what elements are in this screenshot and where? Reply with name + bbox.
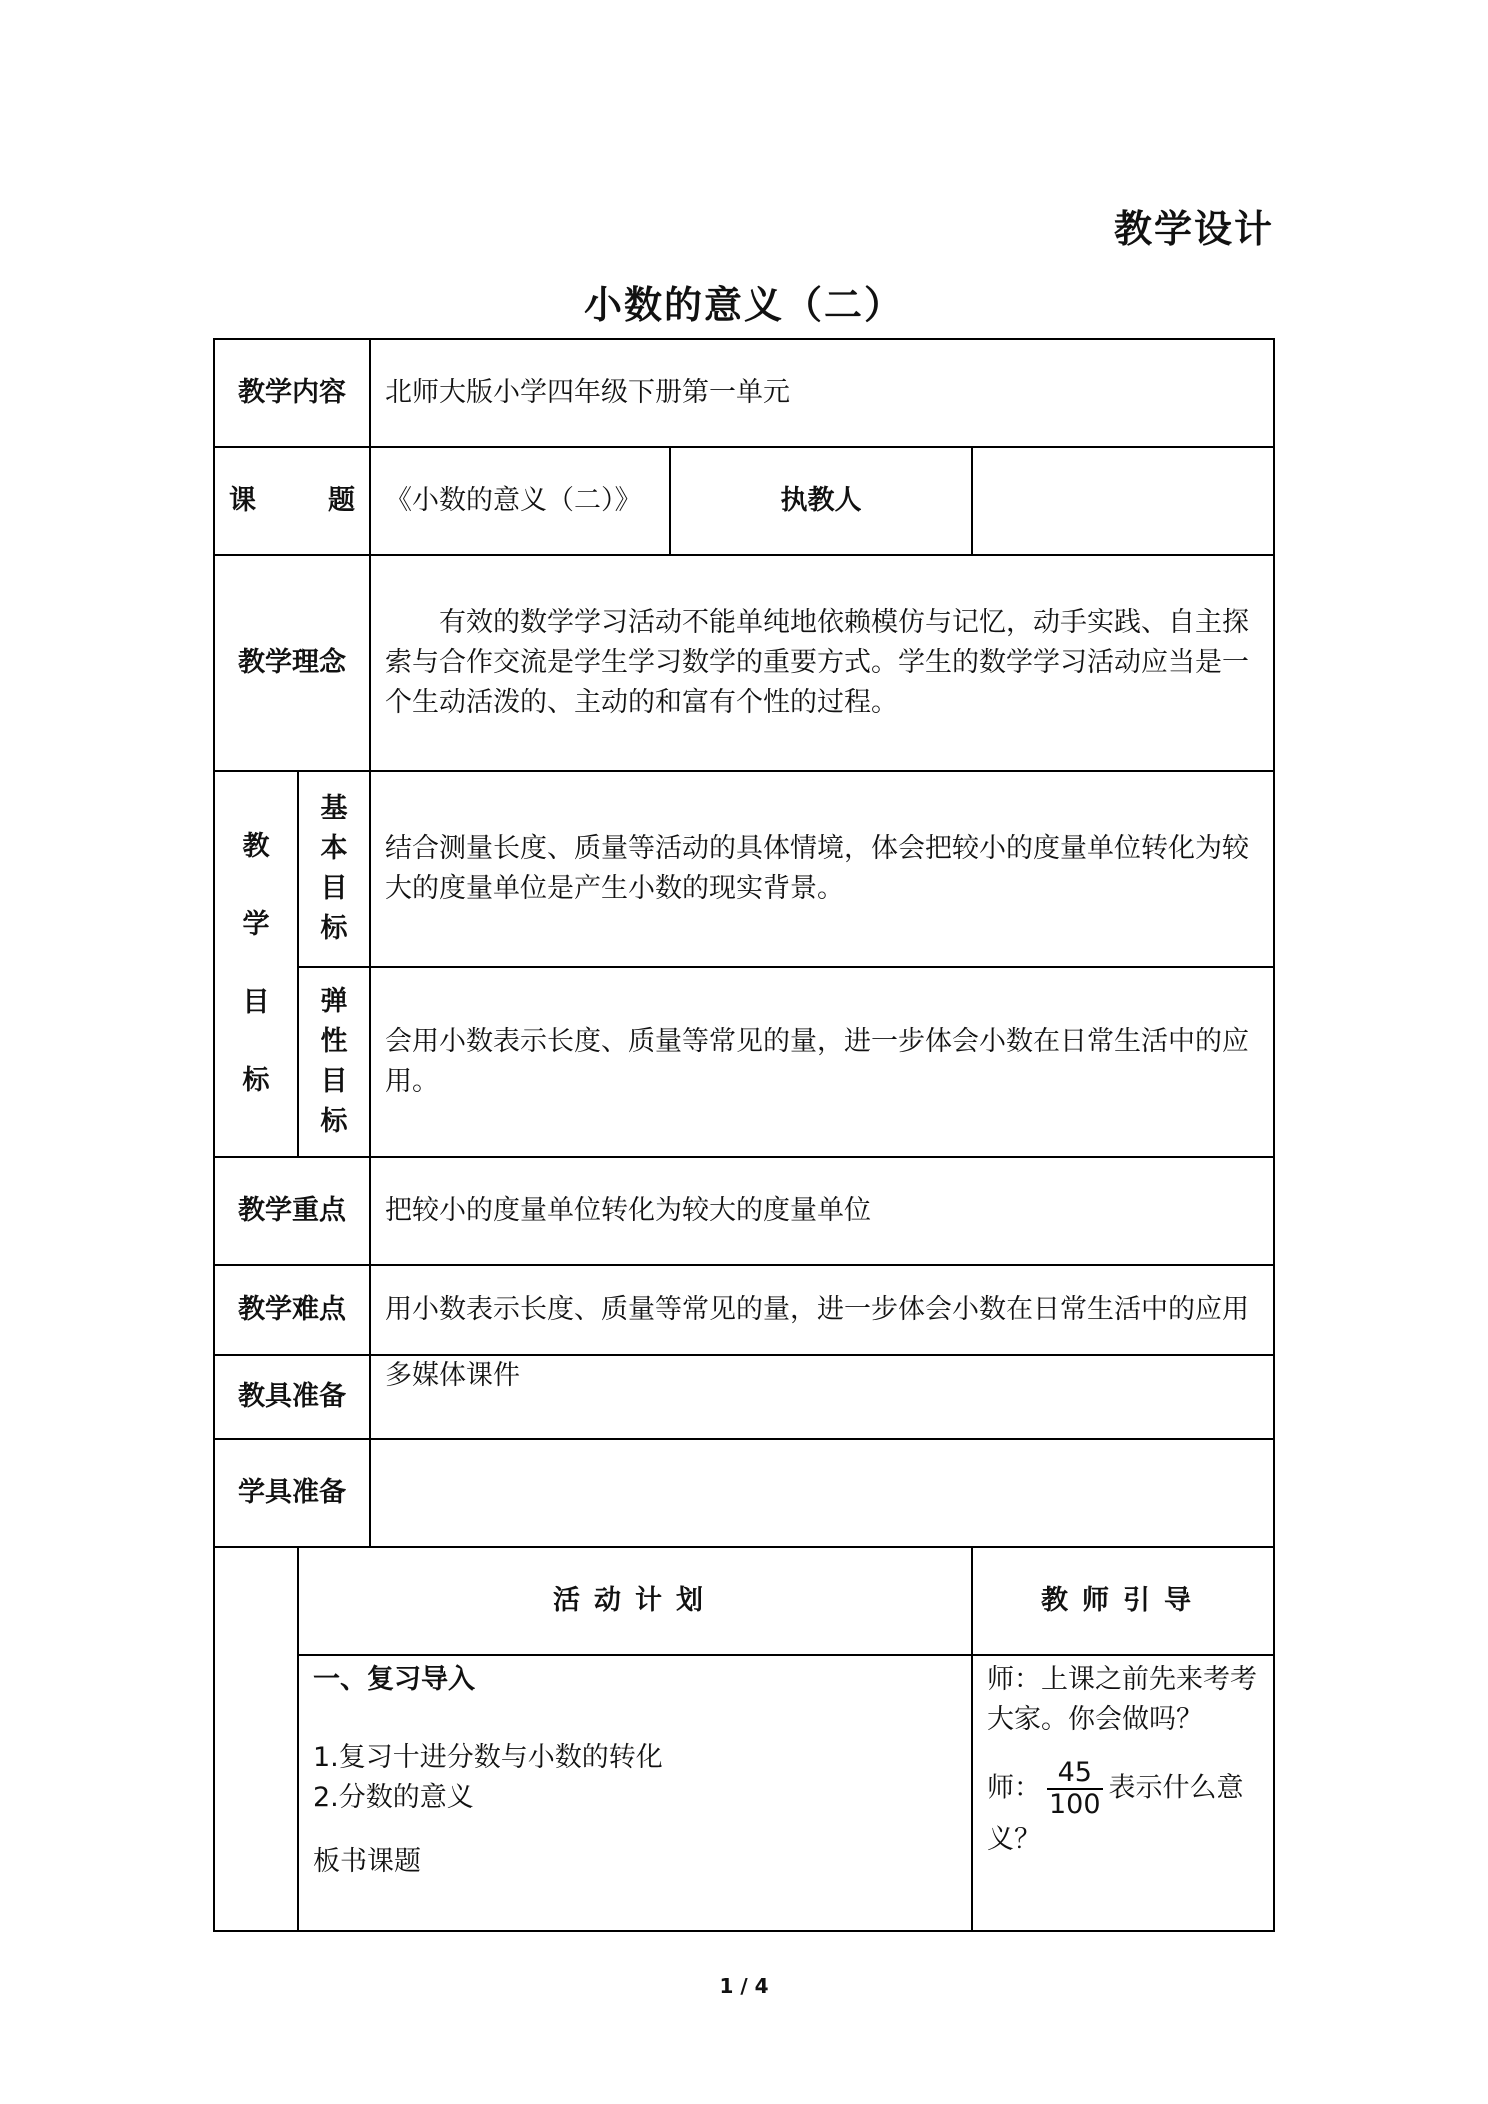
basic-goal-value: 结合测量长度、质量等活动的具体情境，体会把较小的度量单位转化为较大的度量单位是产生小数的现实背景。 bbox=[370, 771, 1274, 967]
teaching-aids-value: 多媒体课件 bbox=[370, 1355, 1274, 1439]
key-point-value: 把较小的度量单位转化为较大的度量单位 bbox=[370, 1157, 1274, 1265]
row-key-point bbox=[214, 1157, 1274, 1265]
review-item-1: 1.复习十进分数与小数的转化 bbox=[313, 1742, 663, 1773]
row-teaching-aids bbox=[214, 1355, 1274, 1439]
guide-line-1: 师：上课之前先来考考大家。你会做吗？ bbox=[987, 1664, 1257, 1735]
philosophy-value: 有效的数学学习活动不能单纯地依赖模仿与记忆，动手实践、自主探索与合作交流是学生学习数学的重要方式。学生的数学学习活动应当是一个生动活泼的、主动的和富有个性的过程。 bbox=[370, 555, 1274, 771]
topic-label-right: 题 bbox=[328, 485, 355, 516]
row-flex-goal bbox=[214, 967, 1274, 1157]
flex-goal-value: 会用小数表示长度、质量等常见的量，进一步体会小数在日常生活中的应用。 bbox=[370, 967, 1274, 1157]
topic-value: 《小数的意义（二）》 bbox=[370, 447, 670, 555]
teacher-guide-cell bbox=[972, 1655, 1274, 1931]
row-topic bbox=[214, 447, 1274, 555]
row-basic-goal bbox=[214, 771, 1274, 967]
teacher-guide-header: 教师引导 bbox=[972, 1547, 1274, 1655]
teacher-value bbox=[972, 447, 1274, 555]
fraction-numerator: 45 bbox=[1047, 1758, 1103, 1790]
document-type-label: 教学设计 bbox=[1113, 207, 1274, 251]
row-plan-content bbox=[214, 1655, 1274, 1931]
document-title: 小数的意义（二） bbox=[583, 283, 904, 327]
activity-plan-cell bbox=[298, 1655, 972, 1931]
content-label: 教学内容 bbox=[214, 339, 370, 447]
guide-suffix: 表示什么意义？ bbox=[987, 1772, 1244, 1855]
row-plan-header bbox=[214, 1547, 1274, 1655]
basic-goal-label: 基 本 目 标 bbox=[298, 771, 370, 967]
flex-goal-label: 弹 性 目 标 bbox=[298, 967, 370, 1157]
philosophy-label: 教学理念 bbox=[214, 555, 370, 771]
difficulty-value: 用小数表示长度、质量等常见的量，进一步体会小数在日常生活中的应用 bbox=[370, 1265, 1274, 1355]
learning-aids-label: 学具准备 bbox=[214, 1439, 370, 1547]
fraction bbox=[1047, 1758, 1103, 1820]
row-content bbox=[214, 339, 1274, 447]
review-section-title: 一、复习导入 bbox=[313, 1664, 475, 1695]
review-item-2: 2.分数的意义 bbox=[313, 1782, 474, 1813]
row-learning-aids bbox=[214, 1439, 1274, 1547]
activity-plan-header: 活动计划 bbox=[298, 1547, 972, 1655]
content-value: 北师大版小学四年级下册第一单元 bbox=[370, 339, 1274, 447]
fraction-denominator: 100 bbox=[1049, 1789, 1101, 1820]
page-number: 1 / 4 bbox=[719, 1974, 769, 1998]
guide-prefix: 师： bbox=[987, 1772, 1041, 1804]
lesson-plan-table bbox=[213, 338, 1273, 1932]
plan-left-blank bbox=[214, 1547, 298, 1931]
learning-aids-value bbox=[370, 1439, 1274, 1547]
key-point-label: 教学重点 bbox=[214, 1157, 370, 1265]
topic-label-left: 课 bbox=[229, 485, 256, 516]
board-title-text: 板书课题 bbox=[313, 1846, 421, 1877]
topic-label bbox=[214, 447, 370, 555]
row-philosophy bbox=[214, 555, 1274, 771]
row-difficulty bbox=[214, 1265, 1274, 1355]
teacher-label: 执教人 bbox=[670, 447, 972, 555]
difficulty-label: 教学难点 bbox=[214, 1265, 370, 1355]
guide-line-2 bbox=[987, 1758, 1259, 1860]
goals-label: 教 学 目 标 bbox=[214, 771, 298, 1157]
teaching-aids-label: 教具准备 bbox=[214, 1355, 370, 1439]
